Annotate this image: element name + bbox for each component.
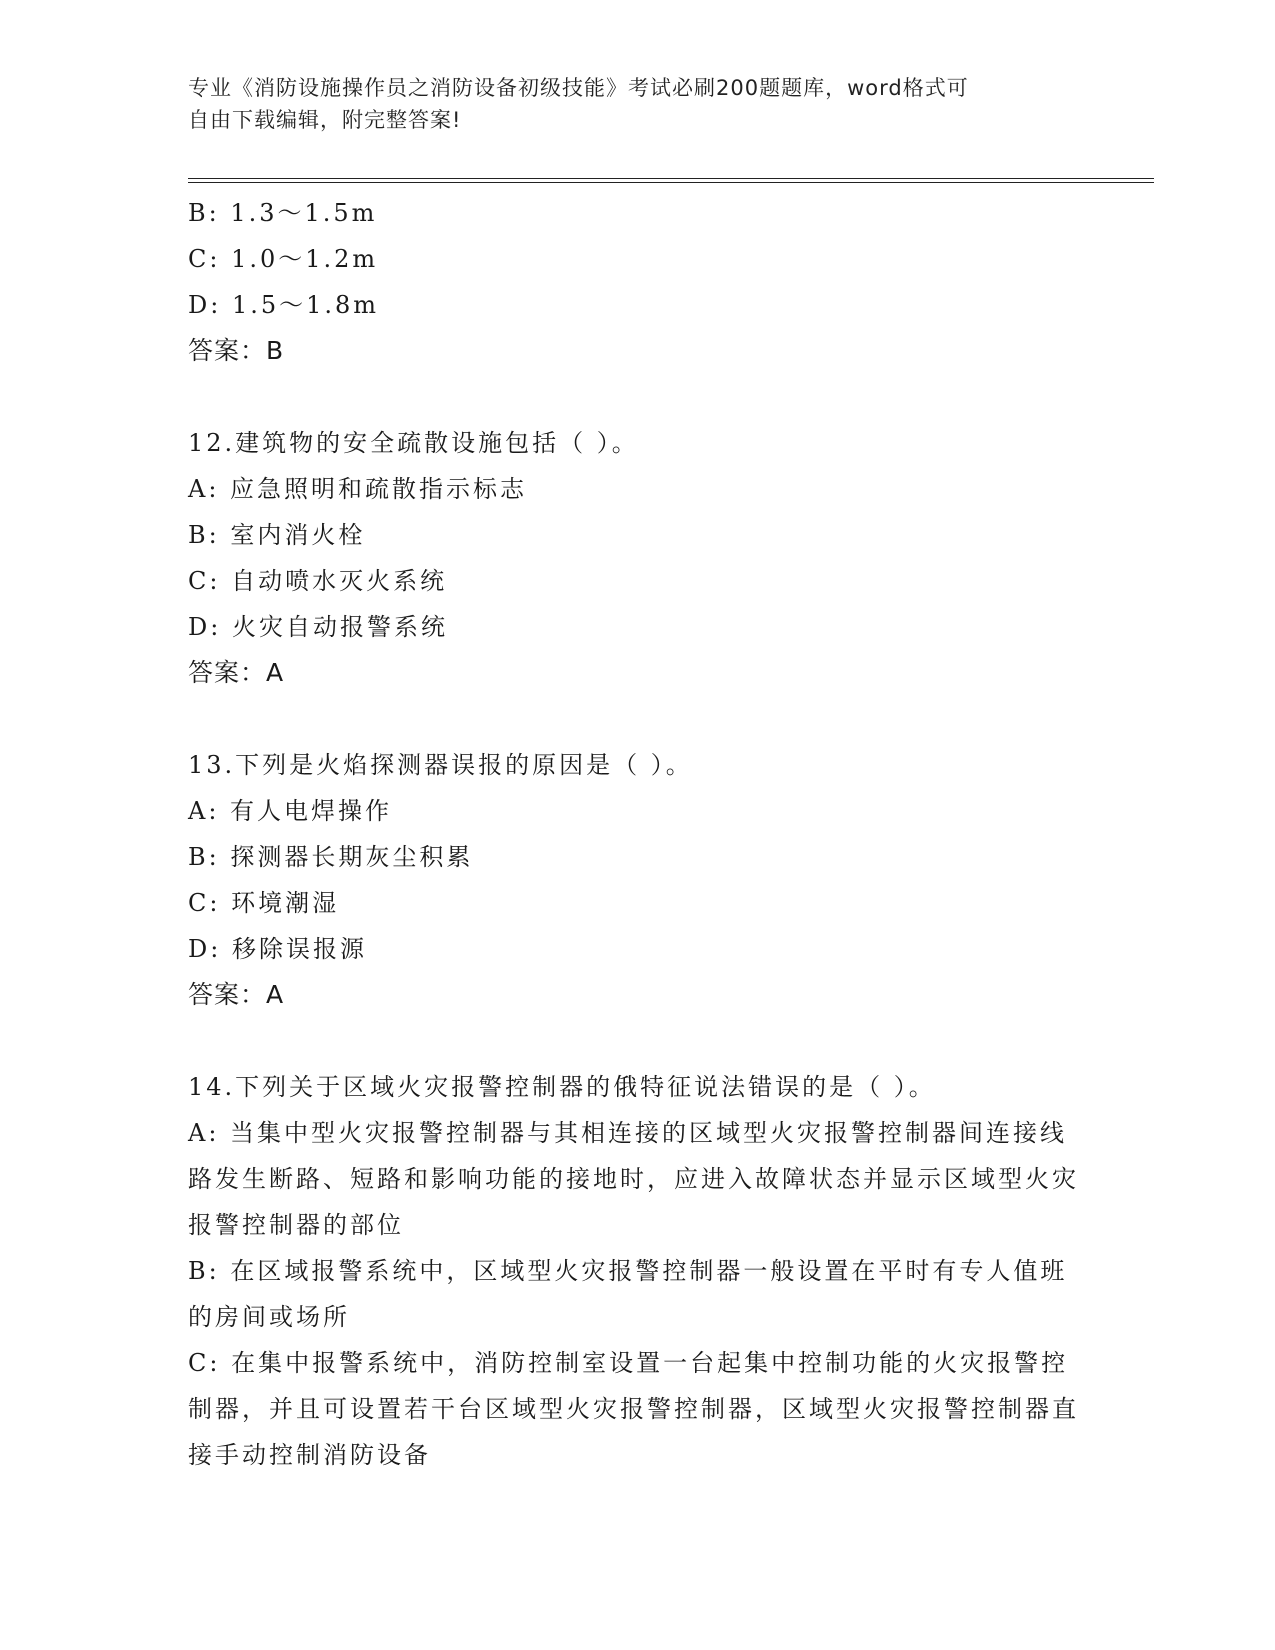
option-b: B: 1.3～1.5m <box>188 199 378 227</box>
question-13 <box>188 742 1088 1018</box>
question-stem: 12.建筑物的安全疏散设施包括（ ）。 <box>188 429 639 457</box>
question-14 <box>188 1064 1088 1478</box>
option-d: D: 1.5～1.8m <box>188 291 380 319</box>
option-b: B: 在区域报警系统中，区域型火灾报警控制器一般设置在平时有专人值班的房间或场所 <box>188 1257 1068 1331</box>
option-c: C: 在集中报警系统中，消防控制室设置一台起集中控制功能的火灾报警控制器，并且可设置若干台区域型火灾报警控制器，区域型火灾报警控制器直接手动控制消防设备 <box>188 1349 1079 1469</box>
option-b: B: 探测器长期灰尘积累 <box>188 843 474 871</box>
header-line-2: 自由下载编辑，附完整答案! <box>188 108 462 132</box>
option-c: C: 自动喷水灭火系统 <box>188 567 448 595</box>
option-b: B: 室内消火栓 <box>188 521 366 549</box>
option-c: C: 环境潮湿 <box>188 889 340 917</box>
spacer <box>188 696 1088 742</box>
question-stem: 14.下列关于区域火灾报警控制器的俄特征说法错误的是（ ）。 <box>188 1073 936 1101</box>
spacer <box>188 374 1088 420</box>
answer-line: 答案：A <box>188 658 285 687</box>
document-body <box>188 190 1088 1478</box>
option-c: C: 1.0～1.2m <box>188 245 379 273</box>
option-a: A: 有人电焊操作 <box>188 797 393 825</box>
header-divider <box>188 178 1154 183</box>
page-header <box>188 72 1068 136</box>
header-line-1: 专业《消防设施操作员之消防设备初级技能》考试必刷200题题库，word格式可 <box>188 76 969 100</box>
answer-line: 答案：A <box>188 980 285 1009</box>
question-stem: 13.下列是火焰探测器误报的原因是（ ）。 <box>188 751 693 779</box>
option-a: A: 应急照明和疏散指示标志 <box>188 475 528 503</box>
option-d: D: 移除误报源 <box>188 935 367 963</box>
spacer <box>188 1018 1088 1064</box>
answer-line: 答案：B <box>188 336 285 365</box>
question-12 <box>188 420 1088 696</box>
option-d: D: 火灾自动报警系统 <box>188 613 448 641</box>
question-11-continued <box>188 190 1088 374</box>
option-a: A: 当集中型火灾报警控制器与其相连接的区域型火灾报警控制器间连接线路发生断路、短路和影响功能的接地时，应进入故障状态并显示区域型火灾报警控制器的部位 <box>188 1119 1079 1239</box>
